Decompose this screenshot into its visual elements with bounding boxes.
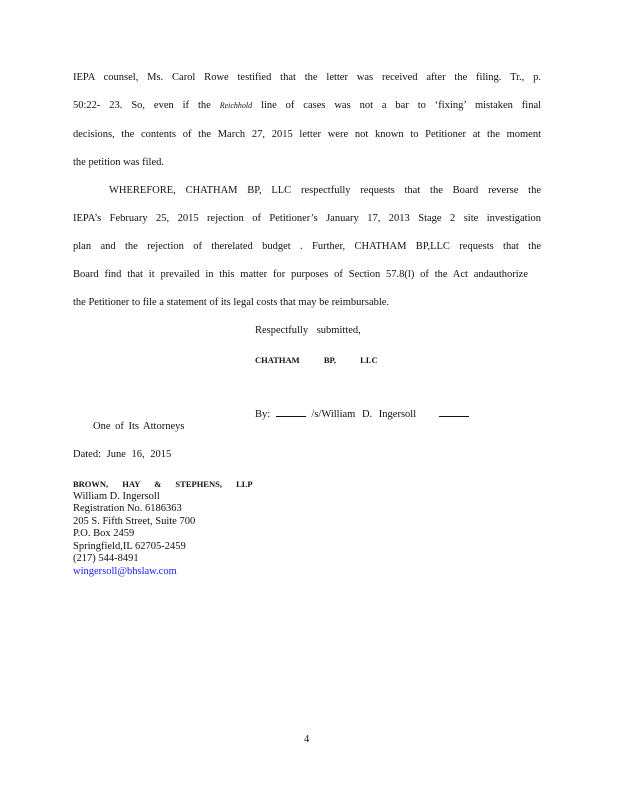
- firm-email-link[interactable]: wingersoll@bhslaw.com: [73, 565, 177, 577]
- firm-phone: (217) 544-8491: [73, 553, 139, 564]
- attorney-role: One of Its Attorneys: [93, 421, 185, 432]
- paragraph2-line4: Board find that it prevailed in this matter for purposes of Section 57.8(l) of the Act andauthorize: [73, 269, 528, 280]
- signature-blank-left: [276, 406, 306, 417]
- firm-pobox: P.O. Box 2459: [73, 528, 135, 539]
- paragraph1-line2-pre: 50:22- 23. So, even if the: [73, 100, 211, 111]
- page-number: 4: [304, 734, 310, 745]
- case-name-italic: Reichhold: [219, 101, 253, 110]
- paragraph2-line1: WHEREFORE, CHATHAM BP, LLC respectfully requests that the Board reverse the: [109, 185, 541, 196]
- by-line: [255, 406, 472, 422]
- firm-name: BROWN, HAY & STEPHENS, LLP: [73, 479, 253, 489]
- paragraph2-line2: IEPA’s February 25, 2015 rejection of Petitioner’s January 17, 2013 Stage 2 site investigation: [73, 213, 541, 224]
- closing: Respectfully submitted,: [255, 325, 361, 336]
- paragraph2-line5: the Petitioner to file a statement of its legal costs that may be reimbursable.: [73, 297, 390, 308]
- firm-registration: Registration No. 6186363: [73, 503, 182, 514]
- paragraph1-line4: the petition was filed.: [73, 157, 164, 168]
- paragraph1-line1: IEPA counsel, Ms. Carol Rowe testified that the letter was received after the filing. Tr., p.: [73, 72, 541, 83]
- firm-street: 205 S. Fifth Street, Suite 700: [73, 515, 196, 527]
- by-label: By:: [255, 409, 271, 420]
- firm-city: Springfield,IL 62705-2459: [73, 540, 186, 552]
- paragraph2-line3: plan and the rejection of therelated budget . Further, CHATHAM BP,LLC requests that the: [73, 241, 541, 252]
- paragraph1-line2: [73, 99, 541, 113]
- signer-name: /s/William D. Ingersoll: [311, 409, 417, 420]
- dated: Dated: June 16, 2015: [73, 449, 172, 460]
- signature-blank-right: [439, 406, 469, 417]
- company-name: CHATHAM BP, LLC: [255, 355, 378, 365]
- paragraph1-line2-post: line of cases was not a bar to ‘fixing’ mistaken final: [261, 100, 542, 111]
- firm-address-block: [73, 478, 253, 578]
- paragraph1-line3: decisions, the contents of the March 27, 2015 letter were not known to Petitioner at the moment: [73, 129, 541, 140]
- firm-attorney: William D. Ingersoll: [73, 490, 160, 502]
